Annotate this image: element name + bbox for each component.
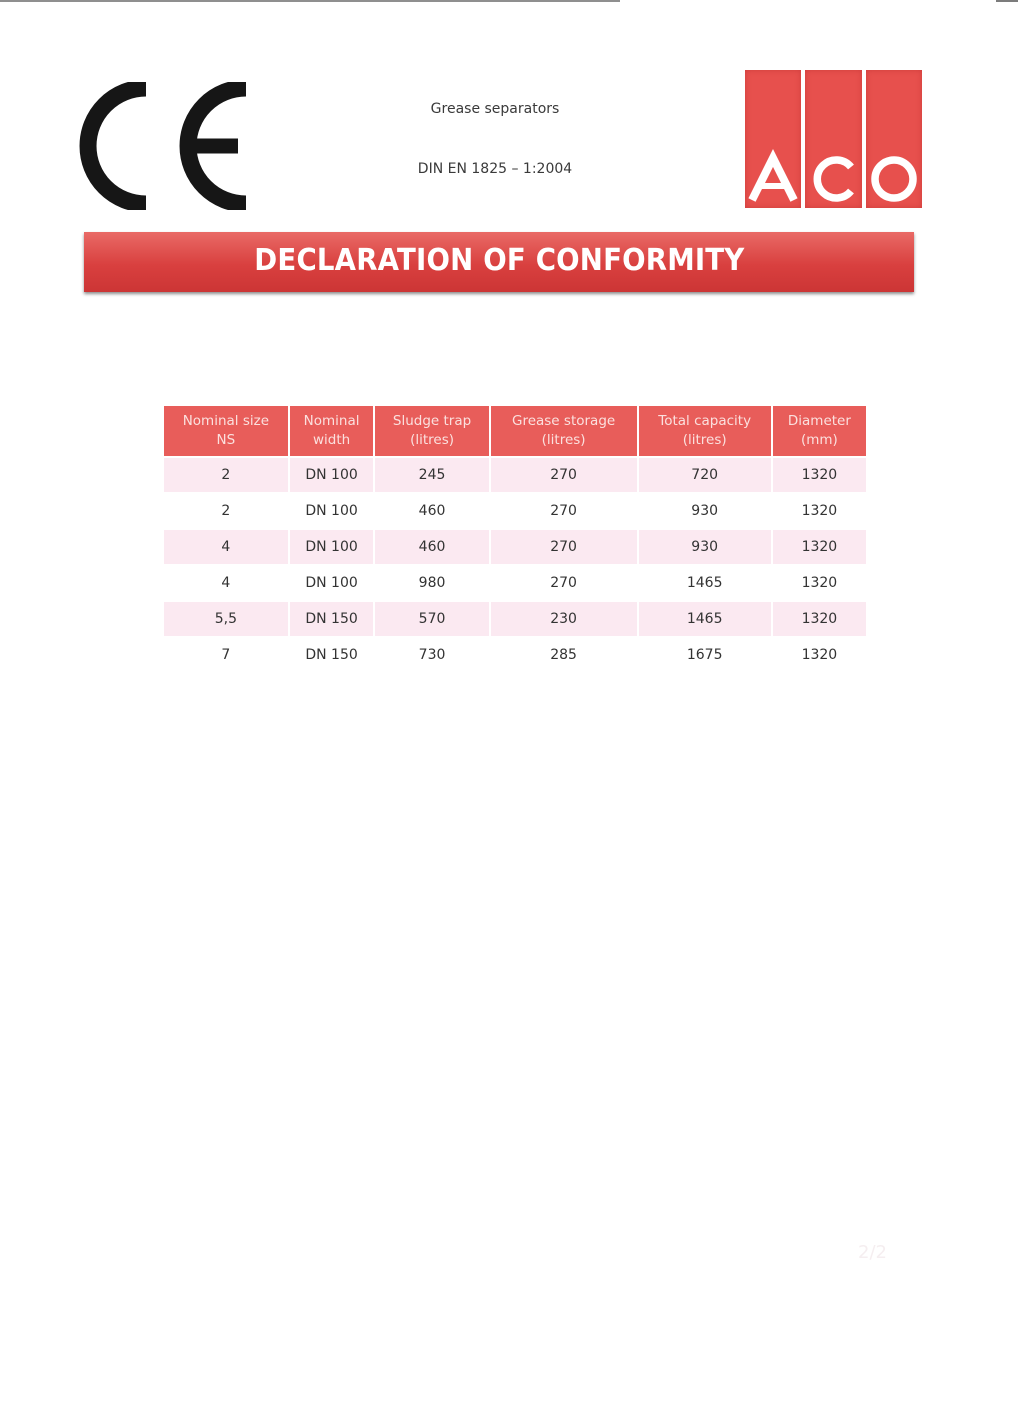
aco-logo-column-o — [866, 70, 922, 208]
logo-letter-c-icon — [805, 148, 861, 208]
page-number: 2/2 — [858, 1242, 887, 1263]
header-diameter: Diameter (mm) — [773, 406, 866, 456]
cell-nominal-width: DN 100 — [290, 458, 374, 492]
declaration-banner — [84, 232, 914, 292]
cell-diameter: 1320 — [773, 602, 866, 636]
header-sludge-trap: Sludge trap (litres) — [375, 406, 488, 456]
cell-diameter: 1320 — [773, 530, 866, 564]
cell-nominal-width: DN 150 — [290, 638, 374, 672]
aco-logo-column-a — [745, 70, 801, 208]
ce-mark-logo — [76, 82, 256, 210]
specification-table — [162, 404, 868, 674]
cell-diameter: 1320 — [773, 494, 866, 528]
cell-nominal-size: 2 — [164, 458, 288, 492]
cell-total-capacity: 930 — [639, 530, 771, 564]
cell-grease-storage: 230 — [491, 602, 637, 636]
cell-nominal-size: 5,5 — [164, 602, 288, 636]
product-name: Grease separators — [430, 101, 560, 117]
cell-sludge-trap: 460 — [375, 530, 488, 564]
cell-sludge-trap: 980 — [375, 566, 488, 600]
cell-total-capacity: 930 — [639, 494, 771, 528]
cell-nominal-size: 4 — [164, 530, 288, 564]
cell-total-capacity: 1465 — [639, 566, 771, 600]
cell-sludge-trap: 460 — [375, 494, 488, 528]
header-grease-storage: Grease storage (litres) — [491, 406, 637, 456]
aco-logo-column-c — [805, 70, 861, 208]
cell-diameter: 1320 — [773, 638, 866, 672]
cell-sludge-trap: 570 — [375, 602, 488, 636]
cell-nominal-size: 7 — [164, 638, 288, 672]
cell-total-capacity: 720 — [639, 458, 771, 492]
cell-diameter: 1320 — [773, 458, 866, 492]
declaration-title: DECLARATION OF CONFORMITY — [253, 242, 745, 278]
cell-nominal-size: 4 — [164, 566, 288, 600]
aco-brand-logo — [745, 70, 922, 208]
cell-grease-storage: 270 — [491, 458, 637, 492]
cell-grease-storage: 285 — [491, 638, 637, 672]
header-total-capacity: Total capacity (litres) — [639, 406, 771, 456]
header-nominal-width: Nominal width — [290, 406, 374, 456]
cell-nominal-size: 2 — [164, 494, 288, 528]
cell-total-capacity: 1465 — [639, 602, 771, 636]
cell-total-capacity: 1675 — [639, 638, 771, 672]
table-row — [164, 494, 866, 528]
scan-edge-mark — [996, 0, 1018, 2]
cell-grease-storage: 270 — [491, 494, 637, 528]
cell-nominal-width: DN 100 — [290, 494, 374, 528]
cell-grease-storage: 270 — [491, 530, 637, 564]
cell-grease-storage: 270 — [491, 566, 637, 600]
cell-nominal-width: DN 100 — [290, 530, 374, 564]
standard-reference: DIN EN 1825 – 1:2004 — [417, 161, 573, 177]
cell-diameter: 1320 — [773, 566, 866, 600]
cell-sludge-trap: 730 — [375, 638, 488, 672]
table-header-row — [164, 406, 866, 456]
table-row — [164, 602, 866, 636]
cell-nominal-width: DN 100 — [290, 566, 374, 600]
cell-nominal-width: DN 150 — [290, 602, 374, 636]
logo-letter-a-icon — [745, 148, 801, 208]
scan-edge-line — [0, 0, 620, 2]
table-row — [164, 458, 866, 492]
header-nominal-size: Nominal size NS — [164, 406, 288, 456]
table-row — [164, 530, 866, 564]
logo-letter-o-icon — [866, 148, 922, 208]
cell-sludge-trap: 245 — [375, 458, 488, 492]
table-row — [164, 638, 866, 672]
table-row — [164, 566, 866, 600]
